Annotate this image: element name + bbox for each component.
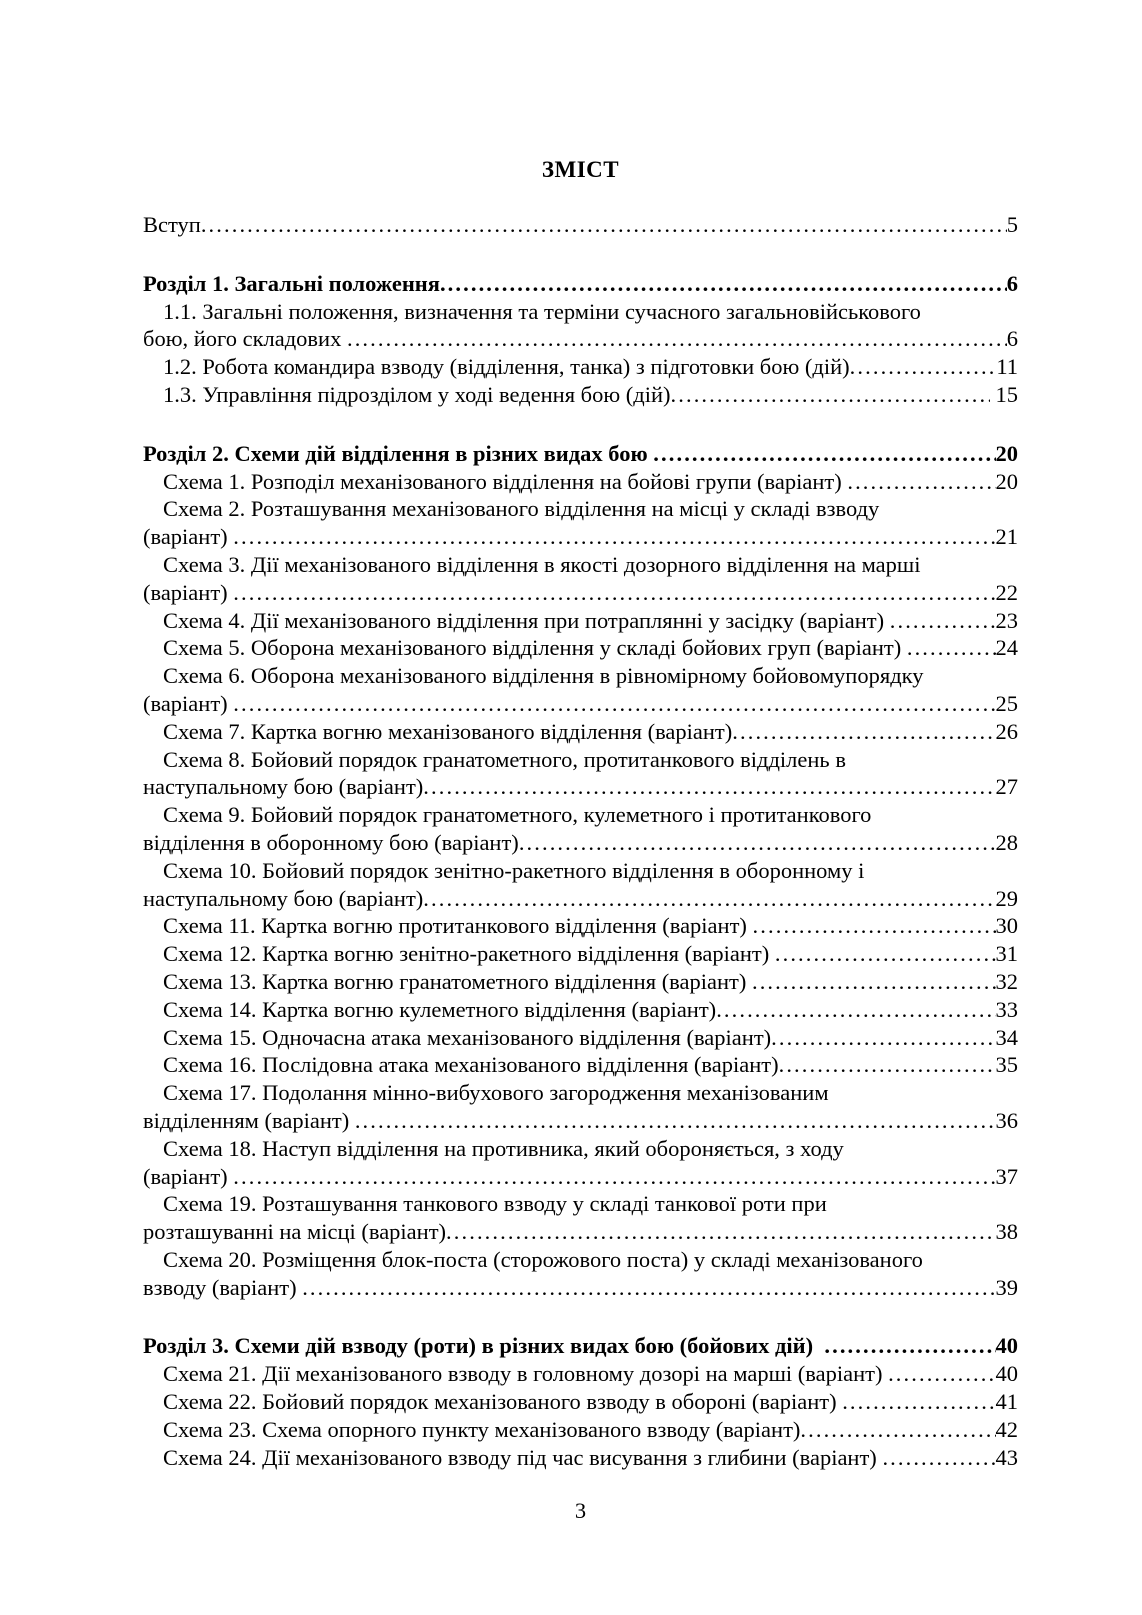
dot-leader [800,1416,995,1444]
toc-entry [143,857,1018,913]
toc-entry-text: Схема 21. Дії механізованого взводу в головному дозорі на марші (варіант) [163,1361,889,1387]
toc-page-number: 35 [995,1052,1018,1078]
dot-leader [233,579,995,607]
toc-page-number: 33 [995,996,1018,1022]
toc-entry-text: Схема 15. Одночасна атака механізованого відділення (варіант) [163,1024,772,1050]
toc-entry [143,801,1018,857]
toc-entry [143,1416,1018,1444]
page-number: 3 [574,1498,587,1524]
toc-page-number: 20 [995,468,1018,494]
dot-leader [850,353,997,381]
toc-entry [143,746,1018,802]
toc-line [143,1135,1018,1163]
toc-line [143,211,1018,239]
toc-entry-text: Схема 22. Бойовий порядок механізованого взводу в обороні (варіант) [163,1389,843,1415]
toc-line [143,1416,1018,1444]
toc-line [143,1051,1018,1079]
toc-line [143,857,1018,885]
toc-page-number: 43 [995,1444,1018,1470]
toc-entry [143,1079,1018,1135]
toc-line [143,1024,1018,1052]
dot-leader [752,968,996,996]
toc-page-number: 26 [995,718,1018,744]
toc-entry [143,1135,1018,1191]
dot-leader [824,1332,995,1360]
toc-entry-text: Схема 2. Розташування механізованого відділення на місці у складі взводу [163,496,880,522]
toc-page-number: 41 [995,1389,1018,1415]
toc-page-number: 20 [995,440,1018,466]
toc-page-number: 38 [995,1219,1018,1245]
dot-leader [233,690,995,718]
toc-page-number: 34 [995,1024,1018,1050]
dot-leader [355,1107,996,1135]
toc-line [143,885,1018,913]
toc-entry-text: Схема 7. Картка вогню механізованого відділення (варіант) [163,718,733,744]
toc-entry-text: Схема 8. Бойовий порядок гранатометного, протитанкового відділень в [163,746,846,772]
toc-entry-text: відділення в оборонному бою (варіант) [143,829,519,855]
toc-entry-text: Схема 3. Дії механізованого відділення в якості дозорного відділення на марші [163,551,921,577]
toc-page-number: 21 [995,524,1018,550]
toc-entry [143,298,1018,354]
toc-entry-text: Схема 16. Послідовна атака механізованого відділення (варіант) [163,1052,779,1078]
toc-entry [143,1190,1018,1246]
toc-page-number: 24 [995,635,1018,661]
toc-line [143,1388,1018,1416]
toc-line [143,523,1018,551]
toc-page-number: 31 [995,941,1018,967]
toc-entry-text: Схема 1. Розподіл механізованого відділення на бойові групи (варіант) [163,468,848,494]
toc-entry-text: 1.2. Робота командира взводу (відділення, танка) з підготовки бою (дій) [163,354,850,380]
toc-entry-text: (варіант) [143,524,234,550]
toc-line [143,746,1018,774]
dot-leader [882,1444,995,1472]
dot-leader [907,634,996,662]
toc-page-number: 32 [995,968,1018,994]
toc-line [143,829,1018,857]
toc-entry [143,968,1018,996]
toc-section-heading [143,270,1018,298]
dot-leader [888,1360,995,1388]
toc-entry [143,1388,1018,1416]
dot-leader [671,381,990,409]
toc-entry-text: Схема 23. Схема опорного пункту механізованого взводу (варіант) [163,1416,801,1442]
toc-line [143,912,1018,940]
toc-entry-text: Розділ 3. Схеми дій взводу (роти) в різних видах бою (бойових дій) [143,1333,825,1359]
page-title: ЗМІСТ [541,157,620,182]
dot-leader [423,885,995,913]
toc-entry-text: бою, його складових [143,326,347,352]
toc-entry-text: Схема 24. Дії механізованого взводу під час висування з глибини (варіант) [163,1444,883,1470]
dot-leader [732,718,995,746]
toc-page-number: 27 [995,774,1018,800]
toc-entry [143,662,1018,718]
toc-section-heading [143,1332,1018,1360]
toc-entry-text: Схема 12. Картка вогню зенітно-ракетного відділення (варіант) [163,941,775,967]
toc-line [143,1274,1018,1302]
toc-line [143,773,1018,801]
toc-page-number: 40 [995,1361,1018,1387]
toc-page-number: 37 [995,1163,1018,1189]
toc-entry-text: відділенням (варіант) [143,1107,355,1133]
toc-entry [143,1246,1018,1302]
toc-entry [143,912,1018,940]
dot-leader [233,523,995,551]
toc-line [143,1444,1018,1472]
dot-leader [519,829,996,857]
toc-page-number: 23 [995,607,1018,633]
toc-entry [143,718,1018,746]
dot-leader [440,270,1007,298]
toc-line [143,1218,1018,1246]
toc-line [143,1332,1018,1360]
dot-leader [302,1274,995,1302]
page-content [143,0,1018,1525]
toc-entry [143,381,1018,409]
toc-entry [143,551,1018,607]
toc-page-number: 39 [995,1274,1018,1300]
toc-page-number: 42 [995,1416,1018,1442]
toc-entry-text: взводу (варіант) [143,1274,303,1300]
dot-leader [201,211,1007,239]
dot-leader [847,468,995,496]
dot-leader [842,1388,995,1416]
toc-line [143,495,1018,523]
toc-entry [143,634,1018,662]
toc-line [143,1079,1018,1107]
toc-line [143,1246,1018,1274]
dot-leader [890,607,996,635]
toc-page-number: 25 [995,690,1018,716]
toc-line [143,634,1018,662]
toc-entry-text: наступальному бою (варіант) [143,885,424,911]
toc-line [143,1190,1018,1218]
toc-entry-text: Схема 19. Розташування танкового взводу у складі танкової роти при [163,1191,827,1217]
dot-leader [775,940,996,968]
toc-entry-text: (варіант) [143,579,234,605]
toc-page-number: 28 [995,829,1018,855]
toc-entry [143,607,1018,635]
toc-page-number: 15 [989,381,1018,407]
dot-leader [716,996,995,1024]
toc-line [143,551,1018,579]
toc-entry [143,996,1018,1024]
toc-entry [143,353,1018,381]
dot-leader [771,1024,995,1052]
toc-line [143,468,1018,496]
toc-entry-text: Схема 20. Розміщення блок-поста (сторожового поста) у складі механізованого [163,1246,923,1272]
toc-entry-text: Схема 9. Бойовий порядок гранатометного, кулеметного і протитанкового [163,802,872,828]
toc-line [143,325,1018,353]
toc-entry [143,1024,1018,1052]
toc-entry [143,1360,1018,1388]
toc-entry [143,1051,1018,1079]
toc-entry-text: 1.1. Загальні положення, визначення та терміни сучасного загальновійськового [163,298,921,324]
toc-entry-text: Схема 10. Бойовий порядок зенітно-ракетного відділення в оборонному і [163,857,865,883]
toc-entry-text: Схема 17. Подолання мінно-вибухового загородження механізованим [163,1080,829,1106]
toc-entry [143,495,1018,551]
toc-line [143,940,1018,968]
toc-entry [143,940,1018,968]
toc-line [143,1163,1018,1191]
toc-line [143,968,1018,996]
toc-section-heading [143,440,1018,468]
toc-entry-text: Схема 13. Картка вогню гранатометного відділення (варіант) [163,968,752,994]
toc-entry [143,211,1018,239]
toc-line [143,381,1018,409]
toc-entry-text: (варіант) [143,1163,234,1189]
toc-entry-text: Схема 6. Оборона механізованого відділення в рівномірному бойовомупорядку [163,663,924,689]
toc-entry [143,1444,1018,1472]
dot-leader [653,440,995,468]
toc-entry-text: Схема 14. Картка вогню кулеметного відділення (варіант) [163,996,717,1022]
toc-page-number: 36 [995,1107,1018,1133]
dot-leader [753,912,996,940]
toc-entry-text: розташуванні на місці (варіант) [143,1219,447,1245]
toc-line [143,440,1018,468]
toc-line [143,996,1018,1024]
toc-page-number: 6 [1006,326,1018,352]
toc-entry-text: 1.3. Управління підрозділом у ході ведення бою (дій) [163,381,671,407]
toc-line [143,298,1018,326]
dot-leader [446,1218,995,1246]
dot-leader [233,1163,995,1191]
dot-leader [423,773,995,801]
toc-entry-text: Схема 4. Дії механізованого відділення при потраплянні у засідку (варіант) [163,607,890,633]
toc-page-number: 40 [995,1333,1018,1359]
toc-page-number: 22 [995,579,1018,605]
toc-line [143,270,1018,298]
table-of-contents [143,211,1018,1471]
dot-leader [779,1051,996,1079]
toc-entry-text: Схема 18. Наступ відділення на противника, який обороняється, з ходу [163,1135,844,1161]
toc-entry [143,468,1018,496]
toc-page-number: 29 [995,885,1018,911]
toc-page-number: 6 [1006,270,1018,296]
toc-line [143,801,1018,829]
toc-page-number: 11 [996,354,1018,380]
toc-entry-text: наступальному бою (варіант) [143,774,424,800]
toc-entry-text: Вступ [143,212,201,237]
toc-entry-text: Розділ 1. Загальні положення [143,270,440,296]
toc-entry-text: Схема 5. Оборона механізованого відділення у складі бойових груп (варіант) [163,635,907,661]
dot-leader [347,325,1007,353]
toc-line [143,607,1018,635]
toc-entry-text: Схема 11. Картка вогню протитанкового відділення (варіант) [163,913,753,939]
toc-line [143,690,1018,718]
toc-line [143,662,1018,690]
toc-line [143,353,1018,381]
toc-line [143,718,1018,746]
toc-line [143,579,1018,607]
toc-page-number: 5 [1006,212,1018,237]
toc-entry-text: (варіант) [143,690,234,716]
toc-line [143,1107,1018,1135]
toc-entry-text: Розділ 2. Схеми дій відділення в різних видах бою [143,440,654,466]
toc-page-number: 30 [995,913,1018,939]
toc-line [143,1360,1018,1388]
